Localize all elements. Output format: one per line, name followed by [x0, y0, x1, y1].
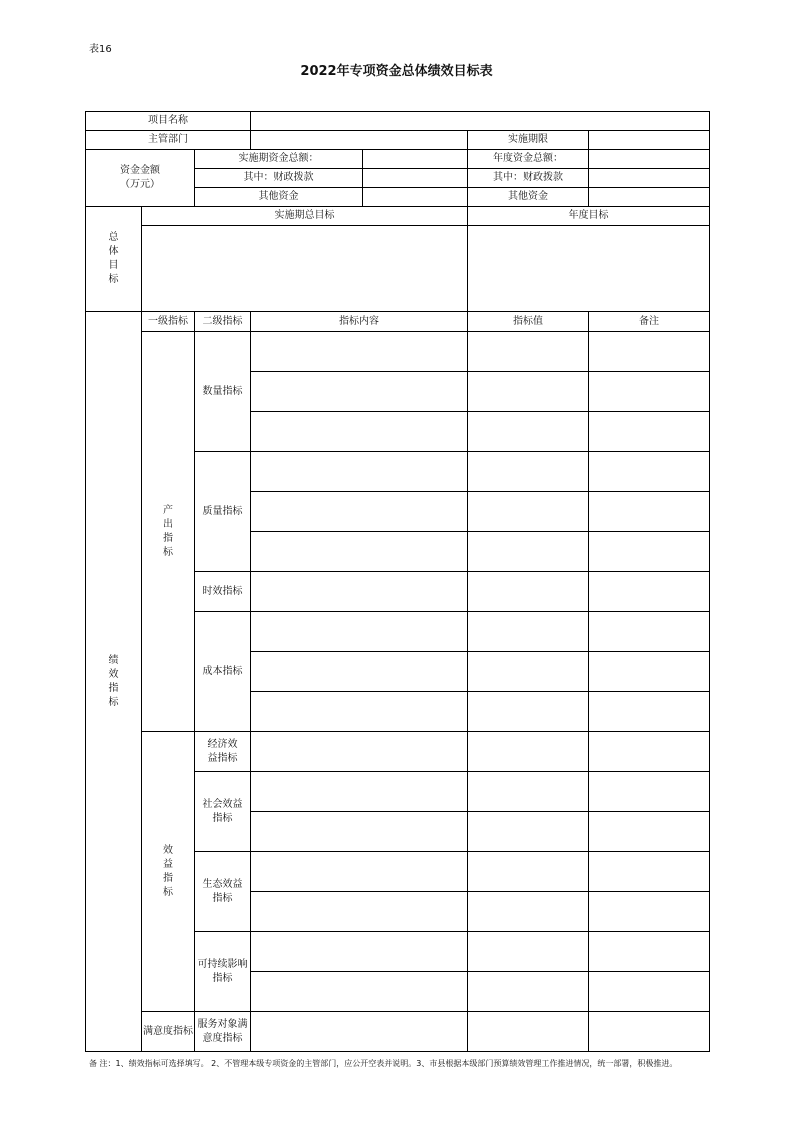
quantity-indicator-label: 数量指标	[195, 332, 251, 452]
form-number: 表16	[89, 44, 112, 55]
sustainable-indicator-label	[195, 932, 251, 1012]
value-header: 指标值	[468, 312, 589, 332]
service-satisfaction-label	[195, 1012, 251, 1052]
table-cell	[468, 812, 589, 852]
table-cell	[251, 572, 468, 612]
table-cell	[468, 492, 589, 532]
table-cell	[468, 532, 589, 572]
table-cell	[589, 412, 710, 452]
timeliness-indicator-label: 时效指标	[195, 572, 251, 612]
table-cell	[589, 732, 710, 772]
social-indicator-text: 社会效益指标	[202, 798, 243, 824]
performance-label	[86, 312, 142, 1052]
other-value-right	[589, 188, 710, 207]
annual-goal-content	[468, 226, 710, 312]
table-cell	[251, 612, 468, 652]
table-cell	[251, 1012, 468, 1052]
table-cell	[589, 772, 710, 812]
table-cell	[589, 852, 710, 892]
quality-indicator-label: 质量指标	[195, 452, 251, 572]
content-header: 指标内容	[251, 312, 468, 332]
remark-header: 备注	[589, 312, 710, 332]
table-cell	[589, 1012, 710, 1052]
table-cell	[251, 412, 468, 452]
social-indicator-label	[195, 772, 251, 852]
economic-indicator-text: 经济效益指标	[207, 738, 238, 764]
table-cell	[468, 452, 589, 492]
table-cell	[468, 852, 589, 892]
level1-header: 一级指标	[142, 312, 195, 332]
table-cell	[251, 652, 468, 692]
table-cell	[468, 412, 589, 452]
table-cell	[589, 892, 710, 932]
sustainable-indicator-text: 可持续影响指标	[197, 958, 248, 984]
other-label-left: 其他资金	[195, 188, 363, 207]
period-total-value	[363, 150, 468, 169]
benefit-indicator-text: 效益指标	[163, 844, 173, 898]
fiscal-label-left: 其中：财政拨款	[195, 169, 363, 188]
project-name-label: 项目名称	[86, 112, 251, 131]
period-label: 实施期限	[468, 131, 589, 150]
table-cell	[589, 932, 710, 972]
table-cell	[251, 772, 468, 812]
table-cell	[251, 532, 468, 572]
table-cell	[589, 532, 710, 572]
table-cell	[589, 452, 710, 492]
overall-goal-text: 总体目标	[108, 232, 119, 285]
table-cell	[468, 892, 589, 932]
table-cell	[251, 812, 468, 852]
table-cell	[589, 572, 710, 612]
table-cell	[251, 972, 468, 1012]
table-cell	[251, 852, 468, 892]
table-cell	[589, 812, 710, 852]
project-name-value	[251, 112, 710, 131]
table-cell	[251, 332, 468, 372]
other-label-right: 其他资金	[468, 188, 589, 207]
table-cell	[251, 452, 468, 492]
performance-text: 绩效指标	[108, 654, 119, 708]
period-value	[589, 131, 710, 150]
table-cell	[589, 372, 710, 412]
table-cell	[589, 492, 710, 532]
table-cell	[589, 972, 710, 1012]
annual-total-label: 年度资金总额：	[468, 150, 589, 169]
fund-amount-text: 资金金额	[120, 165, 160, 176]
ecological-indicator-label	[195, 852, 251, 932]
table-cell	[468, 732, 589, 772]
fund-unit-text: （万元）	[120, 179, 160, 190]
period-goal-header: 实施期总目标	[142, 207, 468, 226]
table-cell	[468, 692, 589, 732]
table-cell	[251, 692, 468, 732]
satisfaction-indicator-label: 满意度指标	[142, 1012, 195, 1052]
annual-goal-header: 年度目标	[468, 207, 710, 226]
output-indicator-text: 产出指标	[163, 504, 173, 558]
table-cell	[468, 612, 589, 652]
level2-header: 二级指标	[195, 312, 251, 332]
table-cell	[589, 692, 710, 732]
other-value-left	[363, 188, 468, 207]
service-satisfaction-text: 服务对象满意度指标	[197, 1018, 248, 1044]
table-cell	[251, 492, 468, 532]
period-goal-content	[142, 226, 468, 312]
footnote: 备 注：1、绩效指标可选择填写。 2、不管理本级专项资金的主管部门，应公开空表并说明。3、市县根据本级部门预算绩效管理工作推进情况，统一部署，积极推进。	[89, 1059, 678, 1068]
table-cell	[468, 652, 589, 692]
economic-indicator-label	[195, 732, 251, 772]
cost-indicator-label: 成本指标	[195, 612, 251, 732]
department-value	[251, 131, 468, 150]
page-title: 2022年专项资金总体绩效目标表	[300, 64, 493, 79]
fiscal-value-left	[363, 169, 468, 188]
table-cell	[468, 1012, 589, 1052]
table-cell	[251, 932, 468, 972]
table-cell	[251, 892, 468, 932]
table-cell	[468, 572, 589, 612]
table-cell	[589, 652, 710, 692]
table-cell	[251, 732, 468, 772]
table-cell	[251, 372, 468, 412]
department-label: 主管部门	[86, 131, 251, 150]
ecological-indicator-text: 生态效益指标	[202, 878, 243, 904]
table-cell	[468, 772, 589, 812]
table-cell	[468, 932, 589, 972]
fiscal-value-right	[589, 169, 710, 188]
fund-amount-label	[86, 150, 195, 207]
overall-goal-label	[86, 207, 142, 312]
table-cell	[589, 612, 710, 652]
table-cell	[589, 332, 710, 372]
table-cell	[468, 372, 589, 412]
table-cell	[468, 332, 589, 372]
output-indicator-label	[142, 332, 195, 732]
annual-total-value	[589, 150, 710, 169]
benefit-indicator-label	[142, 732, 195, 1012]
period-total-label: 实施期资金总额：	[195, 150, 363, 169]
table-cell	[468, 972, 589, 1012]
fiscal-label-right: 其中：财政拨款	[468, 169, 589, 188]
performance-target-table	[85, 111, 710, 1052]
